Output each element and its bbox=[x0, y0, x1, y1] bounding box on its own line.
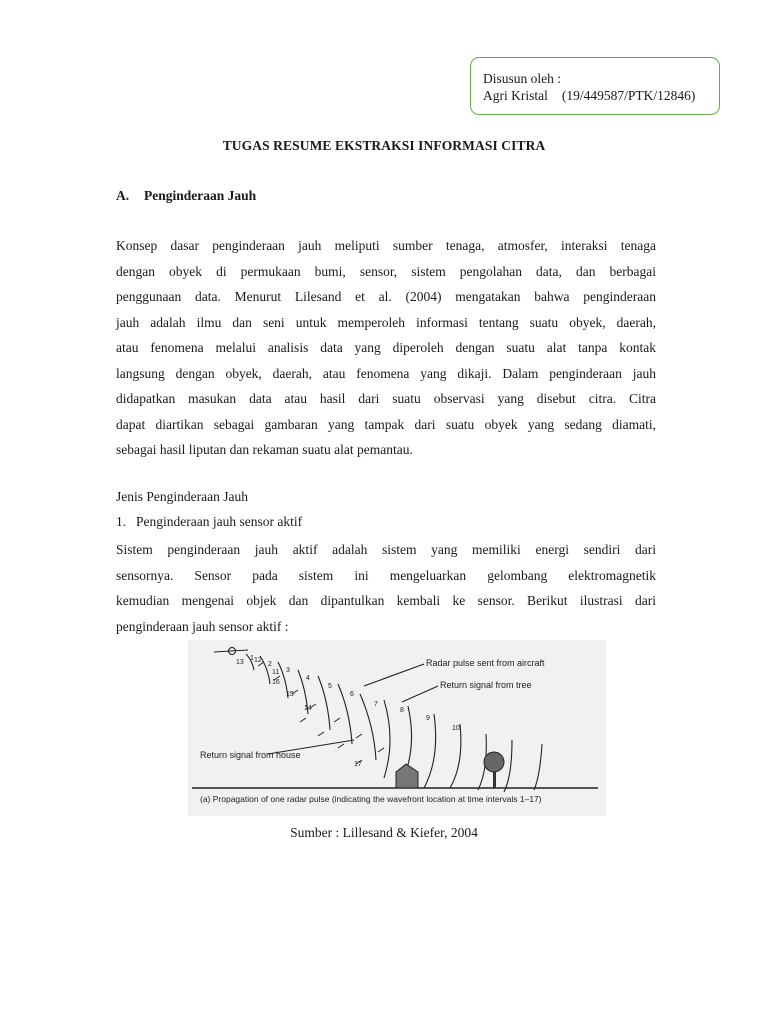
interval-number: 5 bbox=[328, 683, 332, 690]
interval-number: 1 bbox=[250, 655, 254, 662]
arrow-pulse bbox=[364, 664, 424, 686]
paragraph-line: langsung dengan obyek, daerah, atau fenomena yang dikaji. Dalam penginderaan jauh bbox=[116, 365, 656, 381]
wavefront bbox=[424, 714, 436, 788]
student-id: (19/449587/PTK/12846) bbox=[561, 88, 696, 103]
interval-number: 14 bbox=[304, 705, 312, 712]
list-item-text: Penginderaan jauh sensor aktif bbox=[136, 514, 303, 529]
wavefront bbox=[504, 740, 512, 792]
interval-number: 11 bbox=[272, 669, 280, 676]
document-title: TUGAS RESUME EKSTRAKSI INFORMASI CITRA bbox=[222, 138, 546, 153]
paragraph-line: penginderaan jauh sensor aktif : bbox=[116, 618, 289, 634]
arrow-tree bbox=[402, 686, 438, 702]
list-item-number: 1. bbox=[116, 514, 127, 529]
interval-number: 6 bbox=[350, 691, 354, 698]
interval-number: 4 bbox=[306, 675, 310, 682]
label-return-house: Return signal from house bbox=[200, 750, 301, 760]
interval-number: 10 bbox=[452, 725, 460, 732]
paragraph-konsep bbox=[116, 233, 656, 463]
figure-caption: (a) Propagation of one radar pulse (indicating the wavefront location at time intervals 1–17) bbox=[200, 794, 542, 804]
paragraph-line: sebagai hasil liputan dan rekaman suatu alat pemantau. bbox=[116, 442, 413, 457]
radar-pulse-figure bbox=[188, 640, 606, 816]
wavefront bbox=[534, 744, 542, 790]
aircraft-body bbox=[214, 650, 248, 652]
interval-number: 9 bbox=[426, 715, 430, 722]
label-return-tree: Return signal from tree bbox=[440, 680, 532, 690]
tree-trunk bbox=[493, 770, 496, 788]
author-box bbox=[470, 57, 720, 115]
section-a-number: A. bbox=[116, 188, 130, 203]
paragraph-sensor-aktif bbox=[116, 537, 656, 639]
author-name: Agri Kristal bbox=[483, 88, 548, 103]
paragraph-line: Konsep dasar penginderaan jauh meliputi sumber tenaga, atmosfer, interaksi tenaga bbox=[116, 238, 656, 253]
section-a-heading bbox=[116, 188, 256, 204]
jenis-heading: Jenis Penginderaan Jauh bbox=[116, 489, 248, 504]
list-item-sensor-aktif bbox=[116, 514, 302, 530]
wavefront bbox=[384, 700, 390, 778]
radar-pulse-illustration bbox=[188, 640, 606, 816]
paragraph-line: didapatkan masukan data atau hasil dari suatu observasi yang disebut citra. Citra bbox=[116, 391, 656, 406]
author-label: Disusun oleh : bbox=[483, 71, 562, 86]
paragraph-line: dapat diartikan sebagai gambaran yang tampak dari suatu obyek yang sedang diamati, bbox=[116, 416, 656, 432]
paragraph-line: jauh adalah ilmu dan seni untuk memperoleh informasi tentang suatu obyek, daerah, bbox=[116, 314, 656, 330]
paragraph-line: Sistem penginderaan jauh aktif adalah sistem yang memiliki energi sendiri dari bbox=[116, 542, 656, 557]
section-a-title: Penginderaan Jauh bbox=[144, 188, 257, 203]
interval-number: 7 bbox=[374, 701, 378, 708]
interval-number: 16 bbox=[272, 679, 280, 686]
paragraph-line: atau fenomena melalui analisis data yang diperoleh dengan suatu alat tanpa kontak bbox=[116, 340, 656, 355]
source-caption: Sumber : Lillesand & Kiefer, 2004 bbox=[290, 825, 478, 840]
paragraph-line: sensornya. Sensor pada sistem ini mengeluarkan gelombang elektromagnetik bbox=[116, 567, 656, 583]
interval-number: 8 bbox=[400, 707, 404, 714]
house-icon bbox=[396, 764, 418, 788]
interval-number: 2 bbox=[268, 661, 272, 668]
interval-number: 15 bbox=[286, 691, 294, 698]
interval-number: 12 bbox=[254, 657, 262, 664]
author-line bbox=[483, 87, 719, 104]
interval-number: 3 bbox=[286, 667, 290, 674]
label-radar-pulse: Radar pulse sent from aircraft bbox=[426, 658, 545, 668]
tree-icon bbox=[484, 752, 504, 772]
paragraph-line: dengan obyek di permukaan bumi, sensor, sistem pengolahan data, dan berbagai bbox=[116, 263, 656, 279]
paragraph-line: penggunaan data. Menurut Lilesand et al. (2004) mengatakan bahwa penginderaan bbox=[116, 289, 656, 304]
paragraph-line: kemudian mengenai objek dan dipantulkan kembali ke sensor. Berikut ilustrasi dari bbox=[116, 593, 656, 608]
wavefront bbox=[450, 724, 461, 788]
interval-number: 17 bbox=[354, 761, 362, 768]
return-ticks bbox=[258, 662, 384, 764]
interval-number: 13 bbox=[236, 659, 244, 666]
